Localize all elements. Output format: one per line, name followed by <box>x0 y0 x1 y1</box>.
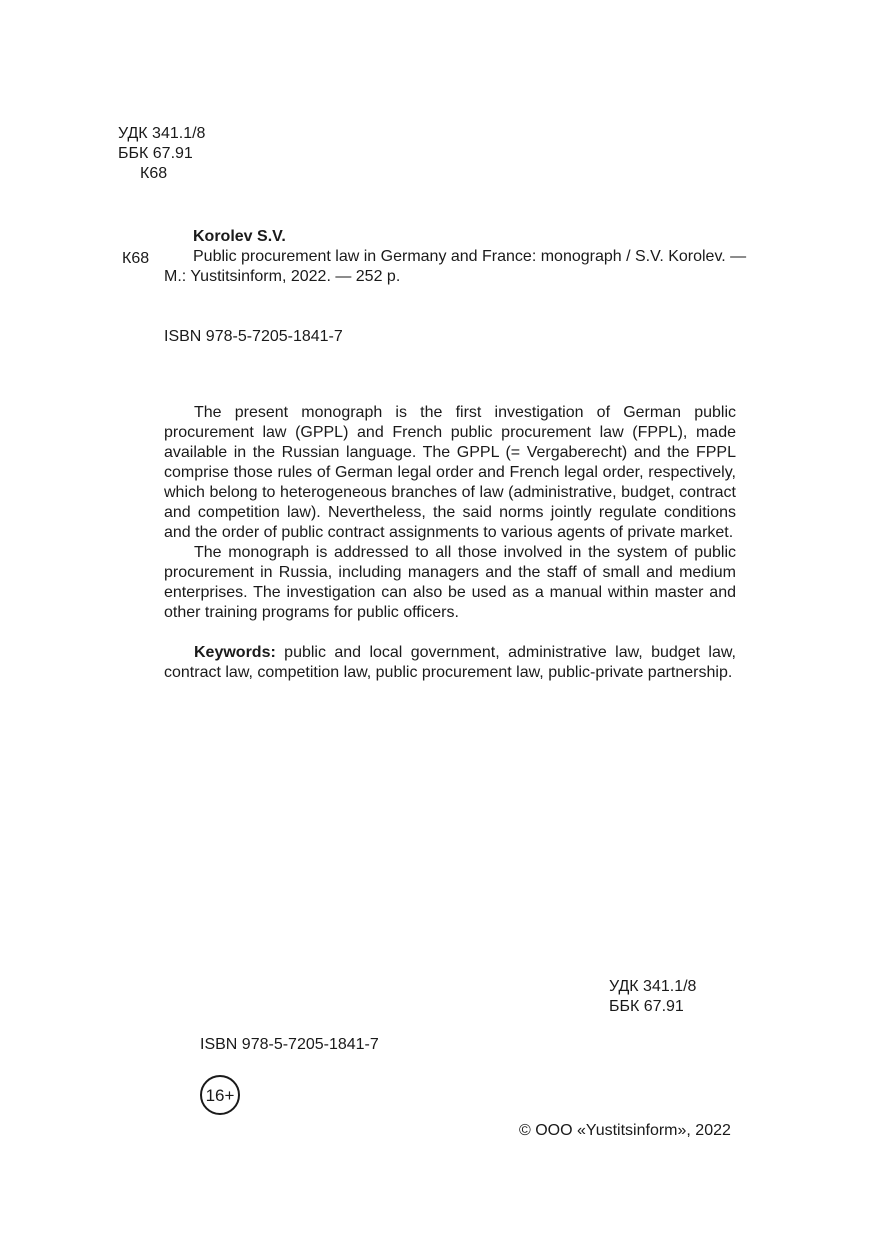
author-sign: К68 <box>140 165 168 182</box>
keywords <box>164 643 736 683</box>
abstract <box>164 403 736 623</box>
age-rating-label: 16+ <box>205 1085 235 1105</box>
footer-isbn: ISBN 978-5-7205-1841-7 <box>200 1036 379 1053</box>
udk-code: УДК 341.1/8 <box>118 125 206 142</box>
keywords-label: Keywords: <box>194 644 276 661</box>
footer-udk: УДК 341.1/8 <box>609 978 697 995</box>
author-sign-side: К68 <box>122 250 150 267</box>
abstract-paragraph-1: The present monograph is the first investigation of German public procurement law (GPPL) and French public procurement law (FPPL), made available in the Russian language. The GPPL (= Vergaberecht) and the FPPL comprise those rules of German legal order and French legal order, respectively, which belong to heterogeneous branches of law (administrative, budget, contract and competition law). Nevertheless, the said norms jointly regulate conditions and the order of public contract assignments to various agents of private market. <box>164 404 736 541</box>
keywords-text: public and local government, administrative law, budget law, contract law, competition law, public procurement law, public-private partnership. <box>164 644 736 681</box>
title-line-2: M.: Yustitsinform, 2022. — 252 p. <box>164 268 401 285</box>
copyright: © ООО «Yustitsinform», 2022 <box>519 1122 731 1139</box>
author-name: Korolev S.V. <box>193 228 286 245</box>
isbn: ISBN 978-5-7205-1841-7 <box>164 328 343 345</box>
bbk-code: ББК 67.91 <box>118 145 193 162</box>
footer-bbk: ББК 67.91 <box>609 998 684 1015</box>
title-line-1: Public procurement law in Germany and France: monograph / S.V. Korolev. — <box>193 248 747 265</box>
keywords-paragraph <box>164 643 736 683</box>
age-rating-badge <box>200 1075 240 1115</box>
abstract-paragraph-2: The monograph is addressed to all those involved in the system of public procurement in Russia, including managers and the staff of small and medium enterprises. The investigation can also be used as a manual within master and other training programs for public officers. <box>164 544 736 621</box>
